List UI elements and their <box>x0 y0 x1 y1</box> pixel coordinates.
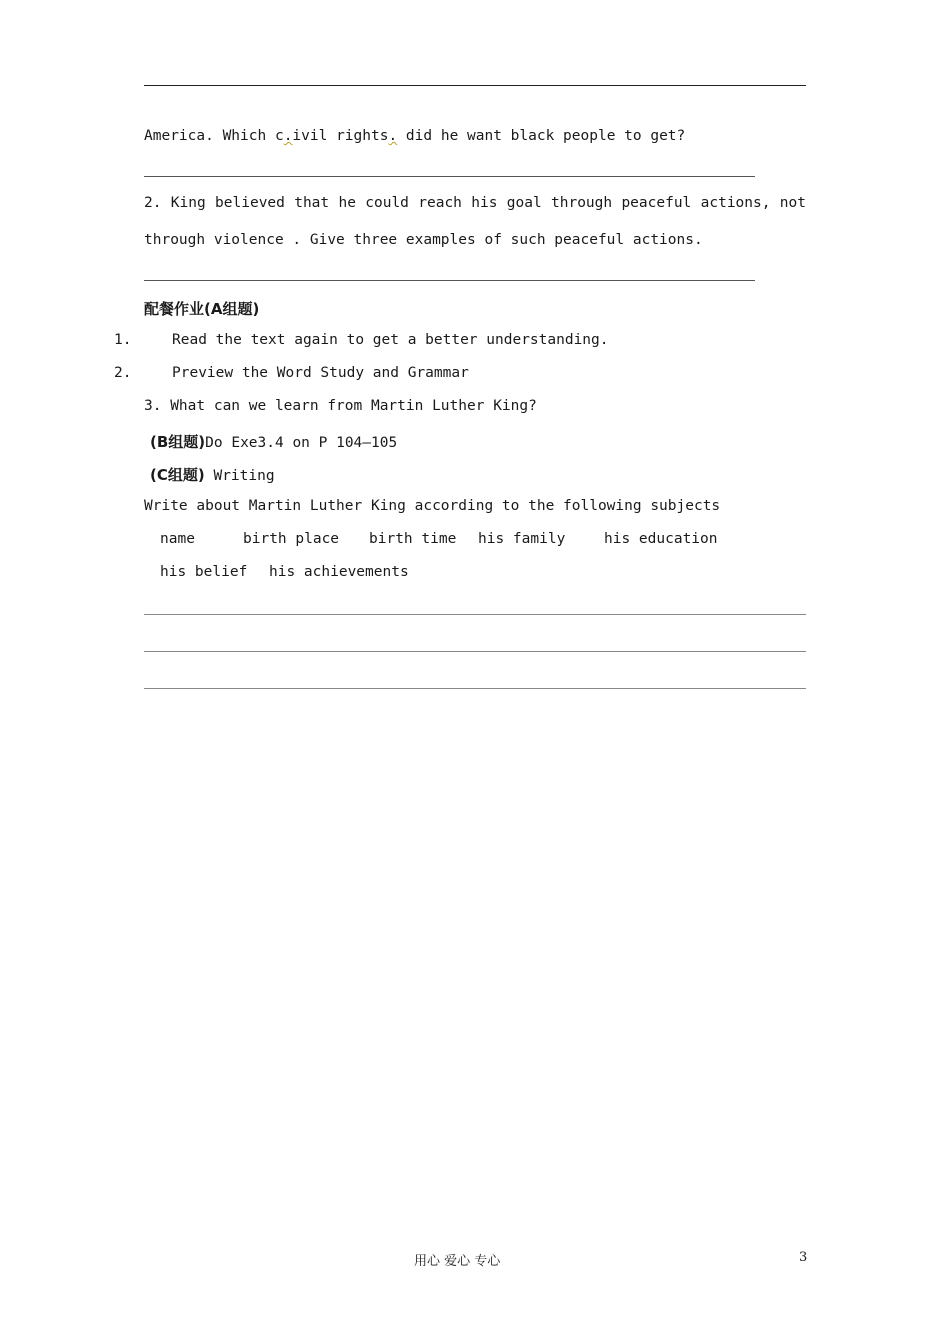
subject: name <box>160 531 195 547</box>
writing-line <box>144 614 806 615</box>
subject: his achievements <box>269 564 409 580</box>
word: 2. <box>144 195 162 211</box>
writing-prompt: Write about Martin Luther King according to the following subjects <box>144 498 721 514</box>
subject: birth time <box>369 531 457 547</box>
spelling-mark: . <box>283 128 293 144</box>
answer-line <box>144 85 806 86</box>
group-b-label: (B组题) <box>150 433 206 451</box>
answer-line <box>144 176 755 177</box>
spelling-mark: . <box>388 128 398 144</box>
word: that <box>294 195 330 211</box>
homework-heading: 配餐作业(A组题) <box>144 300 260 318</box>
word: believed <box>215 195 285 211</box>
question-1-prefix: America. Which c <box>144 128 284 144</box>
word: goal <box>506 195 542 211</box>
group-c-label: (C组题) <box>150 466 205 484</box>
question-1-middle: ivil rights <box>292 128 389 144</box>
list-item: Preview the Word Study and Grammar <box>172 365 469 381</box>
word: through <box>551 195 613 211</box>
question-1-line <box>144 128 685 144</box>
writing-line <box>144 688 806 689</box>
list-number: 1. <box>114 332 132 348</box>
subject: his family <box>478 531 566 547</box>
subject: his belief <box>160 564 248 580</box>
word: he <box>338 195 356 211</box>
answer-line <box>144 280 755 281</box>
subject: birth place <box>243 531 340 547</box>
subject: his education <box>604 531 718 547</box>
group-b-text: Do Exe3.4 on P 104—105 <box>205 435 398 451</box>
list-item: Read the text again to get a better understanding. <box>172 332 609 348</box>
question-2-line-1 <box>144 195 806 211</box>
page-number: 3 <box>799 1250 808 1265</box>
group-b-line <box>150 431 397 452</box>
word: could <box>365 195 409 211</box>
word: his <box>471 195 498 211</box>
word: peaceful <box>621 195 692 211</box>
list-number: 2. <box>114 365 132 381</box>
footer-slogan: 用心 爱心 专心 <box>414 1254 501 1269</box>
word: King <box>170 195 206 211</box>
question-1-suffix: did he want black people to get? <box>397 128 686 144</box>
group-c-line <box>150 464 275 485</box>
list-item: 3. What can we learn from Martin Luther King? <box>144 398 537 414</box>
question-2-line-2: through violence . Give three examples of such peaceful actions. <box>144 232 703 248</box>
word: not <box>779 195 806 211</box>
word: reach <box>418 195 462 211</box>
group-c-text: Writing <box>204 468 275 484</box>
word: actions, <box>700 195 771 211</box>
writing-line <box>144 651 806 652</box>
